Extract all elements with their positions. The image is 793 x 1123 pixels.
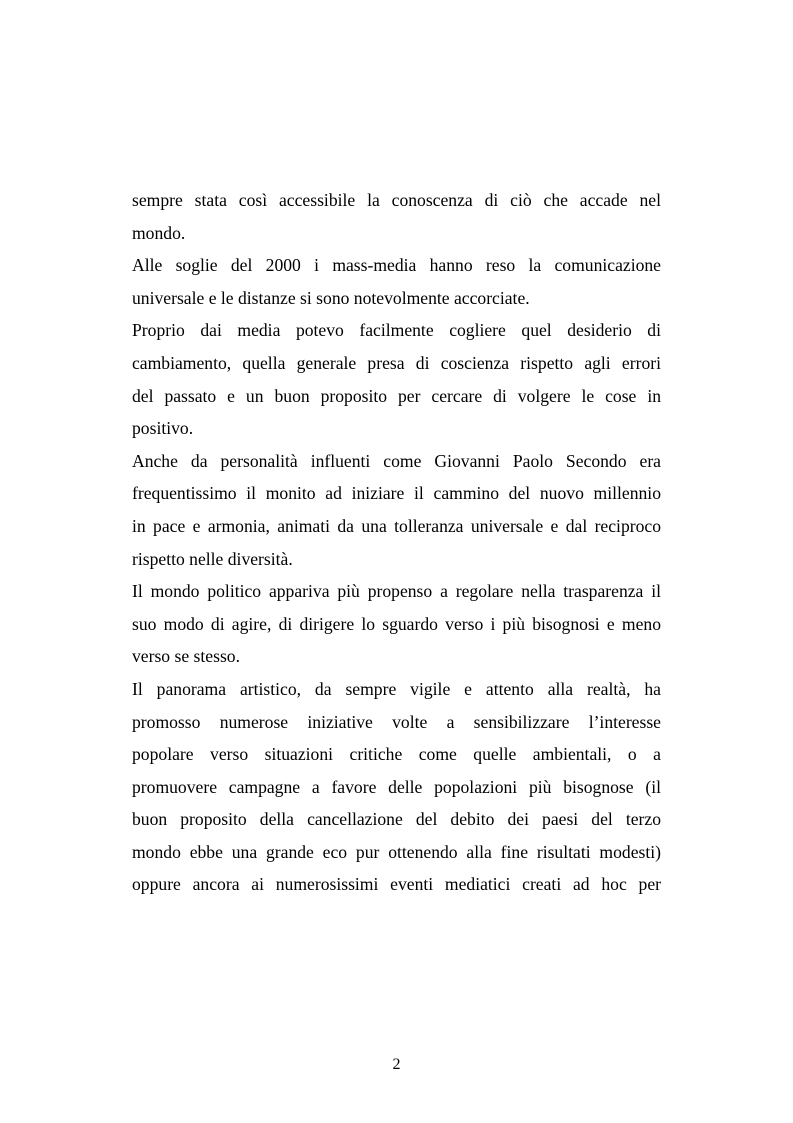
text-line: Il panorama artistico, da sempre vigile e attento alla realtà, ha <box>132 678 661 699</box>
text-line: positivo. <box>132 418 194 439</box>
text-line: Proprio dai media potevo facilmente cogliere quel desiderio di <box>132 320 661 341</box>
text-line: verso se stesso. <box>132 646 240 667</box>
text-line: del passato e un buon proposito per cercare di volgere le cose in <box>132 385 661 406</box>
text-line: buon proposito della cancellazione del debito dei paesi del terzo <box>132 809 661 830</box>
text-line: promuovere campagne a favore delle popolazioni più bisognose (il <box>132 776 661 797</box>
paragraph-4 <box>132 445 661 575</box>
text-line: mondo ebbe una grande eco pur ottenendo alla fine risultati modesti) <box>132 841 661 862</box>
paragraph-6 <box>132 673 661 901</box>
page-number: 2 <box>392 1056 401 1073</box>
paragraph-5 <box>132 575 661 673</box>
text-line: rispetto nelle diversità. <box>132 548 293 569</box>
text-line: frequentissimo il monito ad iniziare il cammino del nuovo millennio <box>132 483 661 504</box>
paragraph-3 <box>132 314 661 444</box>
text-line: Alle soglie del 2000 i mass-media hanno reso la comunicazione <box>132 255 661 276</box>
text-line: in pace e armonia, animati da una tolleranza universale e dal reciproco <box>132 515 661 536</box>
text-line: Il mondo politico appariva più propenso a regolare nella trasparenza il <box>132 581 661 602</box>
text-line: Anche da personalità influenti come Giovanni Paolo Secondo era <box>132 450 661 471</box>
text-line: universale e le distanze si sono notevolmente accorciate. <box>132 287 530 308</box>
text-line: mondo. <box>132 222 186 243</box>
text-line: suo modo di agire, di dirigere lo sguardo verso i più bisognosi e meno <box>132 613 661 634</box>
paragraph-2 <box>132 249 661 314</box>
text-line: popolare verso situazioni critiche come quelle ambientali, o a <box>132 744 661 765</box>
paragraph-1 <box>132 184 661 249</box>
text-line: promosso numerose iniziative volte a sensibilizzare l’interesse <box>132 711 661 732</box>
text-line: cambiamento, quella generale presa di coscienza rispetto agli errori <box>132 352 661 373</box>
body-text <box>132 184 661 901</box>
text-line: oppure ancora ai numerosissimi eventi mediatici creati ad hoc per <box>132 874 661 895</box>
text-line: sempre stata così accessibile la conoscenza di ciò che accade nel <box>132 190 661 210</box>
